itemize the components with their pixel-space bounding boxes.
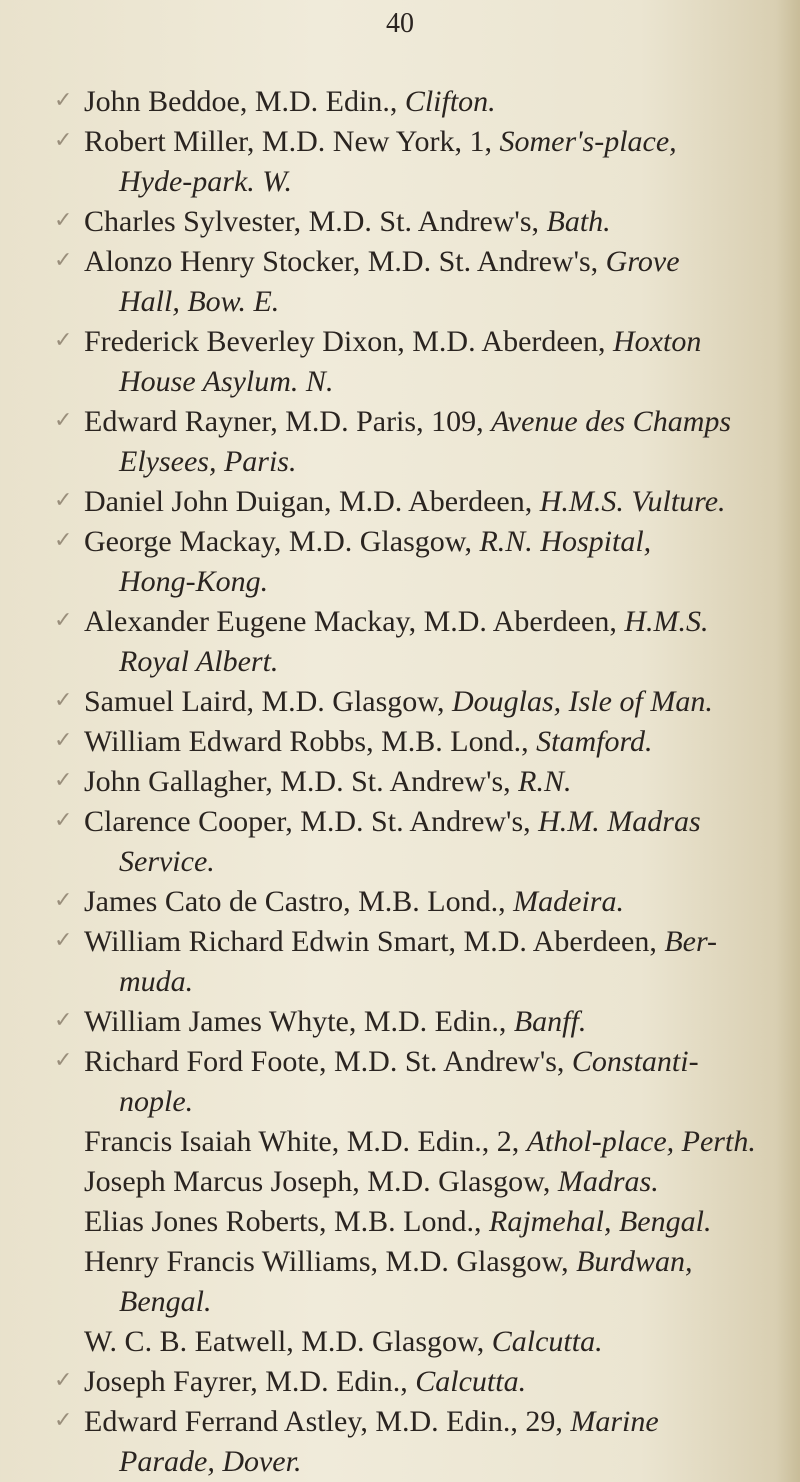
entry-place-continued: nople. [119, 1085, 194, 1118]
check-mark-icon: ✓ [54, 1008, 73, 1033]
list-item [54, 322, 790, 402]
check-mark-icon: ✓ [54, 1368, 73, 1393]
check-mark-icon: ✓ [54, 808, 73, 833]
entry-name: Alonzo Henry Stocker, M.D. St. Andrew's, [84, 245, 606, 278]
entry-name: Clarence Cooper, M.D. St. Andrew's, [84, 805, 539, 838]
check-mark-icon: ✓ [54, 528, 73, 553]
entry-name: Joseph Fayrer, M.D. Edin., [84, 1365, 416, 1398]
entry-line [84, 1362, 790, 1402]
entry-name: W. C. B. Eatwell, M.D. Glasgow, [84, 1325, 492, 1358]
entry-place: Calcutta. [415, 1365, 527, 1398]
list-item [54, 1042, 790, 1122]
entry-place: Clifton. [404, 85, 496, 118]
list-item [54, 682, 790, 722]
entry-line [84, 1122, 790, 1162]
entry-line [84, 1402, 790, 1442]
entry-name: Samuel Laird, M.D. Glasgow, [84, 685, 452, 718]
check-mark-icon: ✓ [54, 888, 73, 913]
check-mark-icon: ✓ [54, 608, 73, 633]
entry-line [84, 802, 790, 842]
entry-line [84, 1202, 790, 1242]
entry-line [84, 1162, 790, 1202]
list-item [54, 242, 790, 322]
page-number: 40 [386, 8, 414, 39]
entry-place: Banff. [513, 1005, 587, 1038]
entry-name: William James Whyte, M.D. Edin., [84, 1005, 514, 1038]
check-mark-icon: ✓ [54, 208, 73, 233]
entry-line [84, 322, 790, 362]
list-item [54, 1002, 790, 1042]
check-mark-icon: ✓ [54, 128, 73, 153]
entry-name: Elias Jones Roberts, M.B. Lond., [84, 1205, 489, 1238]
check-mark-icon: ✓ [54, 1048, 73, 1073]
list-item [54, 482, 790, 522]
entry-place: Avenue des Champs [491, 405, 732, 438]
entry-place: H.M.S. Vulture. [539, 485, 726, 518]
entry-place-continued: Bengal. [119, 1285, 212, 1318]
entry-place: Stamford. [536, 725, 653, 758]
entry-line [84, 882, 790, 922]
list-item [54, 882, 790, 922]
entry-line [84, 1322, 790, 1362]
entry-place-continued: Hyde-park. W. [119, 165, 293, 198]
entry-place-continued: Elysees, Paris. [119, 445, 297, 478]
entry-place: Constanti- [571, 1045, 699, 1078]
entry-place: Douglas, Isle of Man. [452, 685, 713, 718]
entry-name: George Mackay, M.D. Glasgow, [84, 525, 480, 558]
list-item [84, 1202, 790, 1242]
entry-place-continued: Service. [119, 845, 215, 878]
check-mark-icon: ✓ [54, 688, 73, 713]
entry-name: John Gallagher, M.D. St. Andrew's, [84, 765, 519, 798]
check-mark-icon: ✓ [54, 328, 73, 353]
check-mark-icon: ✓ [54, 248, 73, 273]
entry-place: Madeira. [513, 885, 624, 918]
entry-name: Francis Isaiah White, M.D. Edin., 2, [84, 1125, 527, 1158]
entry-name: Daniel John Duigan, M.D. Aberdeen, [84, 485, 540, 518]
entry-place: Calcutta. [491, 1325, 603, 1358]
list-item [54, 522, 790, 602]
entry-name: Richard Ford Foote, M.D. St. Andrew's, [84, 1045, 572, 1078]
entry-name: Joseph Marcus Joseph, M.D. Glasgow, [84, 1165, 558, 1198]
check-mark-icon: ✓ [54, 728, 73, 753]
entry-line [84, 482, 790, 522]
list-item [54, 722, 790, 762]
check-mark-icon: ✓ [54, 768, 73, 793]
entry-place: Madras. [557, 1165, 659, 1198]
list-item [84, 1242, 790, 1322]
entry-line [84, 922, 790, 962]
list-item [54, 1362, 790, 1402]
entry-place: Marine [570, 1405, 659, 1438]
check-mark-icon: ✓ [54, 928, 73, 953]
list-item [54, 762, 790, 802]
check-mark-icon: ✓ [54, 488, 73, 513]
entry-line [84, 242, 790, 282]
entry-place: Athol-place, Perth. [526, 1125, 756, 1158]
check-mark-icon: ✓ [54, 88, 73, 113]
entry-line [84, 762, 790, 802]
entry-name: Alexander Eugene Mackay, M.D. Aberdeen, [84, 605, 625, 638]
check-mark-icon: ✓ [54, 408, 73, 433]
entry-place: Bath. [546, 205, 611, 238]
list-item [54, 602, 790, 682]
entry-place-continued: muda. [119, 965, 194, 998]
register-list [0, 82, 790, 1482]
list-item [84, 1162, 790, 1202]
entry-place: Hoxton [613, 325, 702, 358]
entry-place-continued: Hong-Kong. [119, 565, 269, 598]
entry-line [84, 122, 790, 162]
list-item [84, 1122, 790, 1162]
check-mark-icon: ✓ [54, 1408, 73, 1433]
entry-place: Somer's-place, [499, 125, 677, 158]
entry-name: Edward Ferrand Astley, M.D. Edin., 29, [84, 1405, 571, 1438]
entry-line [84, 82, 790, 122]
entry-name: William Richard Edwin Smart, M.D. Aberdeen, [84, 925, 665, 958]
entry-name: Henry Francis Williams, M.D. Glasgow, [84, 1245, 577, 1278]
entry-name: Frederick Beverley Dixon, M.D. Aberdeen, [84, 325, 614, 358]
entry-place: R.N. [518, 765, 572, 798]
list-item [54, 402, 790, 482]
entry-line [84, 1042, 790, 1082]
entry-place: H.M. Madras [538, 805, 701, 838]
entry-line [84, 202, 790, 242]
list-item [54, 122, 790, 202]
entry-name: John Beddoe, M.D. Edin., [84, 85, 405, 118]
entry-place-continued: Parade, Dover. [119, 1445, 302, 1478]
entry-place: Rajmehal, Bengal. [489, 1205, 712, 1238]
entry-name: Edward Rayner, M.D. Paris, 109, [84, 405, 492, 438]
entry-place: H.M.S. [624, 605, 709, 638]
list-item [54, 922, 790, 1002]
entry-place-continued: House Asylum. N. [119, 365, 334, 398]
entry-place: Ber- [664, 925, 718, 958]
entry-name: Robert Miller, M.D. New York, 1, [84, 125, 500, 158]
list-item [54, 202, 790, 242]
entry-name: William Edward Robbs, M.B. Lond., [84, 725, 537, 758]
entry-line [84, 682, 790, 722]
list-item [54, 82, 790, 122]
entry-line [84, 1242, 790, 1282]
entry-place-continued: Hall, Bow. E. [119, 285, 280, 318]
entry-place: Grove [605, 245, 680, 278]
entry-place-continued: Royal Albert. [119, 645, 279, 678]
entry-place: Burdwan, [576, 1245, 693, 1278]
entry-place: R.N. Hospital, [479, 525, 652, 558]
list-item [84, 1322, 790, 1362]
list-item [54, 802, 790, 882]
list-item [54, 1402, 790, 1482]
entry-name: James Cato de Castro, M.B. Lond., [84, 885, 514, 918]
entry-name: Charles Sylvester, M.D. St. Andrew's, [84, 205, 547, 238]
entry-line [84, 402, 790, 442]
entry-line [84, 1002, 790, 1042]
entry-line [84, 522, 790, 562]
entry-line [84, 722, 790, 762]
entry-line [84, 602, 790, 642]
